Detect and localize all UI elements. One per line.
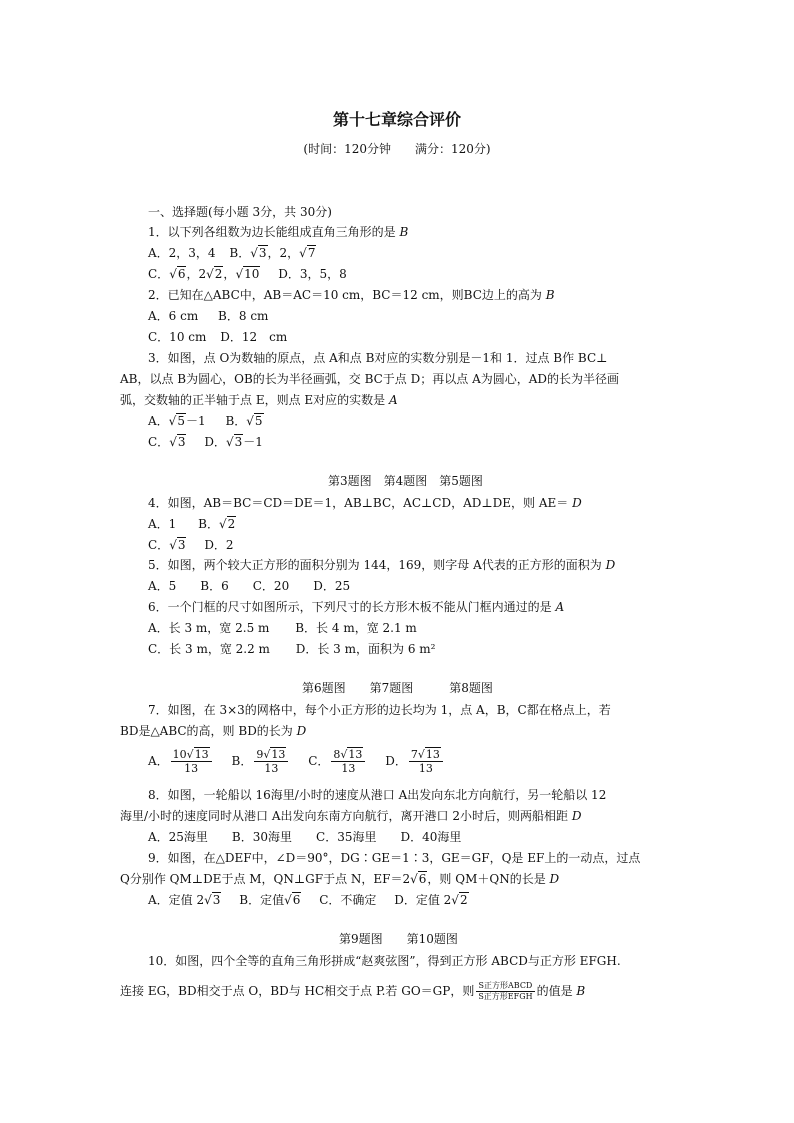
question-2-stem: 2．已知在△ABC中，AB＝AC＝10 cm，BC＝12 cm，则BC边上的高为: [148, 288, 542, 302]
question-3-options-ab: [148, 413, 264, 429]
question-7-options: [148, 744, 445, 778]
question-1: [148, 224, 408, 240]
option-b: B．√2: [198, 517, 236, 531]
question-9-options: [148, 892, 469, 908]
figure-caption-9-10: 第9题图 第10题图: [339, 932, 458, 946]
question-1-answer: B: [399, 225, 409, 239]
option-c: C．10 cm: [148, 330, 207, 344]
option-a: A．√5－1: [148, 414, 206, 428]
option-c: C．√3: [148, 435, 186, 449]
question-10-line-2: 连接 EG，BD相交于点 O，BD与 HC相交于点 P.若 GO＝GP，则 $\frac{\text{S正方形ABCD}}{\text{S正方形EFGH}}$ 的值是 B: [120, 981, 586, 1001]
question-7-answer: D: [296, 724, 307, 738]
question-10-line-1: 10．如图，四个全等的直角三角形拼成“赵爽弦图”，得到正方形 ABCD与正方形 EFGH.: [148, 954, 621, 968]
question-4-answer: D: [572, 496, 582, 510]
question-2-options-cd: [148, 329, 287, 345]
option-c: C．不确定: [319, 893, 377, 907]
question-8-line-2: 海里/小时的速度同时从港口 A出发向东南方向航行，离开港口 2小时后，则两船相距 D: [120, 809, 582, 823]
option-c: C．√3: [148, 538, 186, 552]
question-8-answer: D: [571, 809, 582, 823]
question-4-options-cd: [148, 537, 234, 553]
question-2-answer: B: [545, 288, 555, 302]
question-6-answer: A: [555, 600, 565, 614]
question-8-options: A．25海里 B．30海里 C．35海里 D．40海里: [148, 830, 462, 844]
question-2: [148, 287, 555, 303]
option-d: D．√3－1: [204, 435, 263, 449]
option-d: D．定值 2√2: [394, 893, 468, 907]
question-1-stem: 1．以下列各组数为边长能组成直角三角形的是: [148, 225, 396, 239]
question-7-line-1: 7．如图，在 3×3的网格中，每个小正方形的边长均为 1，点 A，B，C都在格点上，若: [148, 703, 611, 717]
option-b: B．长 4 m，宽 2.1 m: [295, 621, 417, 635]
option-b: B． $\frac{9√13}{13}$: [232, 754, 291, 768]
option-d: D．2: [204, 538, 234, 552]
question-1-options-cd: [148, 266, 347, 282]
option-d: D．12 cm: [220, 330, 288, 344]
question-3-line-2: AB，以点 B为圆心，OB的长为半径画弧，交 BC于点 D；再以点 A为圆心，AD的长为半径画: [120, 372, 620, 386]
question-2-options-ab: [148, 308, 268, 324]
exam-info: (时间：120分钟 满分：120分): [303, 142, 491, 156]
option-a: A．1: [148, 517, 177, 531]
question-4: 4．如图，AB＝BC＝CD＝DE＝1，AB⊥BC，AC⊥CD，AD⊥DE，则 AE＝ D: [148, 496, 582, 510]
figure-caption-3-5: 第3题图 第4题图 第5题图: [328, 474, 483, 488]
question-6: 6．一个门框的尺寸如图所示，下列尺寸的长方形木板不能从门框内通过的是 A: [148, 600, 565, 614]
question-10-answer: B: [576, 984, 586, 998]
option-b: B．√5: [225, 414, 263, 428]
section-heading: 一、选择题(每小题 3分，共 30分): [148, 205, 332, 219]
question-3-answer: A: [388, 393, 398, 407]
option-c: C． $\frac{8√13}{13}$: [308, 754, 367, 768]
question-3-line-1: 3．如图，点 O为数轴的原点，点 A和点 B对应的实数分别是－1和 1．过点 B作 BC⊥: [148, 351, 608, 365]
option-a: A．定值 2√3: [148, 893, 221, 907]
question-6-options-ab: [148, 620, 417, 636]
page-title: 第十七章综合评价: [332, 110, 461, 129]
option-a: A．长 3 m，宽 2.5 m: [148, 621, 270, 635]
question-4-options-ab: [148, 516, 236, 532]
question-9-line-1: 9．如图，在△DEF中，∠D＝90°，DG∶GE＝1∶3，GE＝GF，Q是 EF上的一动点，过点: [148, 851, 641, 865]
option-d: D． $\frac{7√13}{13}$: [385, 754, 445, 768]
question-5-answer: D: [605, 558, 616, 572]
question-1-options-ab: [148, 245, 316, 261]
figure-caption-6-8: 第6题图 第7题图 第8题图: [302, 681, 493, 695]
option-c: C．长 3 m，宽 2.2 m: [148, 642, 270, 656]
option-d: D．长 3 m，面积为 6 m²: [295, 642, 436, 656]
question-8-line-1: 8．如图，一轮船以 16海里/小时的速度从港口 A出发向东北方向航行，另一轮船以 12: [148, 788, 607, 802]
option-a: A． $\frac{10√13}{13}$: [148, 754, 214, 768]
option-a: A．2，3，4: [148, 246, 216, 260]
question-9-answer: D: [549, 872, 560, 886]
option-b: B．定值√6: [239, 893, 301, 907]
question-6-options-cd: [148, 641, 435, 657]
option-a: A．6 cm: [148, 309, 199, 323]
question-5: 5．如图，两个较大正方形的面积分别为 144，169，则字母 A代表的正方形的面积为 D: [148, 558, 616, 572]
question-3-line-3: 弧，交数轴的正半轴于点 E，则点 E对应的实数是 A: [120, 393, 398, 407]
option-b: B．8 cm: [218, 309, 269, 323]
question-3-options-cd: [148, 434, 263, 450]
question-9-line-2: Q分别作 QM⊥DE于点 M，QN⊥GF于点 N，EF＝2√6，则 QM＋QN的长是 D: [120, 872, 560, 886]
option-b: B．√3，2，√7: [229, 246, 316, 260]
option-d: D．3，5，8: [278, 267, 347, 281]
question-5-options: A．5 B．6 C．20 D．25: [148, 579, 351, 593]
question-7-line-2: BD是△ABC的高，则 BD的长为 D: [120, 724, 307, 738]
option-c: C．√6，2√2，√10: [148, 267, 260, 281]
